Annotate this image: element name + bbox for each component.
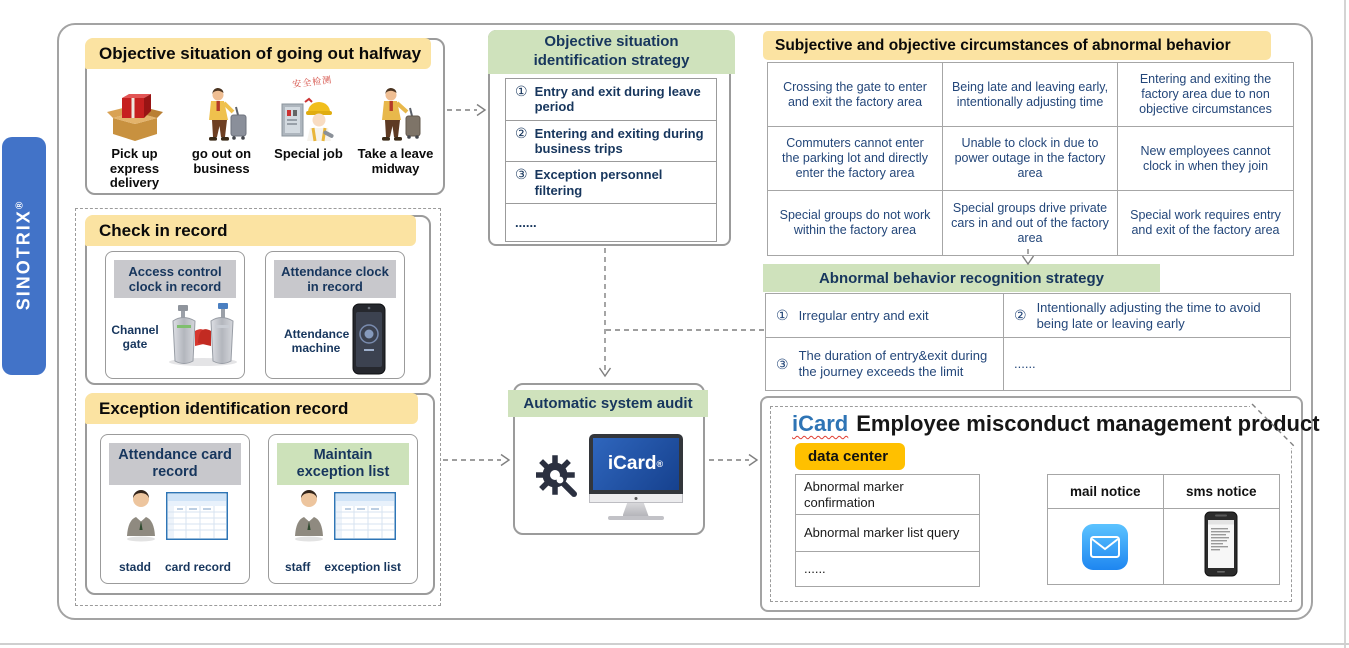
strategy-item-ellipsis — [506, 203, 716, 241]
circumstance-cell: Special work requires entry and exit of the factory area — [1130, 208, 1281, 237]
imac-monitor-icon — [589, 434, 683, 520]
circumstance-cell: Special groups do not work within the factory area — [768, 191, 943, 255]
recognition-item — [766, 338, 1004, 390]
notice-table — [1047, 474, 1280, 585]
staff-label: stadd — [118, 560, 151, 574]
item-number: ① — [776, 307, 789, 324]
item-text: The duration of entry&exit during the journey exceeds the limit — [798, 348, 988, 379]
going-out-title: Objective situation of going out halfway — [85, 38, 431, 69]
recognition-item-ellipsis — [1004, 338, 1290, 390]
going-out-item-special-job — [265, 74, 352, 191]
sinotrix-brand-tab — [2, 137, 46, 375]
brand-name-text: SINOTRIX — [13, 209, 34, 311]
page-edge-right — [1344, 0, 1346, 648]
going-out-box — [85, 38, 445, 195]
access-control-card-title: Access control clock in record — [114, 260, 236, 298]
objective-strategy-box — [488, 30, 731, 246]
item-text: Irregular entry and exit — [798, 307, 929, 323]
record-label: card record — [164, 560, 232, 574]
automatic-audit-box — [513, 383, 705, 535]
access-control-card — [105, 251, 245, 379]
spreadsheet-icon — [334, 492, 396, 545]
going-out-item-label: go out on business — [191, 146, 252, 176]
safety-worker-icon — [279, 74, 339, 144]
item-number: ② — [1014, 307, 1027, 324]
maintain-exception-list-title: Maintain exception list — [277, 443, 409, 485]
recognition-item — [1004, 294, 1290, 338]
circumstance-cell: New employees cannot clock in when they join — [1118, 127, 1293, 191]
recognition-strategy-table — [765, 293, 1291, 391]
icard-product-box — [760, 396, 1320, 612]
icard-brand: iCard — [792, 411, 849, 436]
spreadsheet-icon — [166, 492, 228, 545]
circumstance-cell: Special groups drive private cars in and out of the factory area — [943, 191, 1118, 255]
circumstance-cell: Commuters cannot enter the parking lot and directly enter the factory area — [768, 127, 943, 191]
item-number: ① — [515, 83, 528, 99]
going-out-item-label: Take a leave midway — [357, 146, 434, 176]
circumstance-cell: Being late and leaving early, intentionally adjusting time — [943, 63, 1118, 127]
attendance-card-record-card — [100, 434, 250, 584]
registered-mark: ® — [656, 459, 664, 469]
recognition-strategy-title: Abnormal behavior recognition strategy — [763, 264, 1160, 292]
mail-icon — [1082, 524, 1128, 570]
attendance-clock-card — [265, 251, 405, 379]
strategy-item — [506, 161, 716, 203]
staff-person-icon — [123, 490, 159, 547]
maintain-exception-list-card — [268, 434, 418, 584]
sms-phone-icon — [1204, 511, 1238, 582]
item-number: ② — [515, 124, 528, 141]
function-item: Abnormal marker list query — [796, 515, 979, 552]
attendance-card-record-title: Attendance card record — [109, 443, 241, 485]
product-title — [792, 411, 1320, 437]
product-title-text: Employee misconduct management product — [856, 411, 1320, 436]
automatic-audit-title: Automatic system audit — [508, 390, 708, 417]
strategy-item — [506, 79, 716, 120]
objective-strategy-title: Objective situation identification strategy — [488, 30, 735, 74]
going-out-item-express — [91, 78, 178, 191]
check-in-record-box — [85, 215, 431, 385]
channel-gate-caption: Channel gate — [111, 322, 159, 351]
item-text: ...... — [1014, 356, 1036, 372]
item-number: ③ — [515, 166, 528, 183]
sms-notice-cell — [1164, 509, 1280, 584]
item-text: ...... — [515, 214, 537, 230]
exception-record-box — [85, 393, 435, 595]
going-out-item-label: Special job — [274, 146, 343, 161]
brand-name — [14, 202, 35, 310]
going-out-item-label: Pick up express delivery — [109, 146, 160, 191]
item-text: Entering and exiting during business trips — [534, 125, 704, 156]
page-edge-bottom — [0, 643, 1349, 645]
exception-record-title: Exception identification record — [85, 393, 418, 424]
product-functions-list — [795, 474, 980, 587]
circumstances-table — [767, 62, 1294, 256]
icard-screen-label — [593, 438, 679, 490]
mail-notice-cell — [1048, 509, 1164, 584]
sms-notice-header: sms notice — [1164, 475, 1280, 509]
item-text: Intentionally adjusting the time to avoid being late or leaving early — [1036, 299, 1261, 331]
circumstances-title: Subjective and objective circumstances of abnormal behavior — [763, 31, 1271, 60]
list-label: exception list — [324, 560, 402, 574]
package-icon — [106, 78, 164, 144]
item-text: Exception personnel filtering — [534, 167, 663, 198]
attendance-machine-caption: Attendance machine — [284, 326, 350, 355]
staff-label: staff — [284, 560, 311, 574]
circumstance-cell: Crossing the gate to enter and exit the factory area — [768, 63, 943, 127]
function-item: Abnormal marker confirmation — [796, 475, 979, 515]
attendance-machine-image — [352, 303, 386, 380]
gear-wrench-icon — [536, 453, 580, 502]
icard-text: iCard — [607, 453, 657, 474]
going-out-item-leave — [352, 78, 439, 191]
safety-check-caption: 安全检测 — [291, 74, 333, 90]
traveler-suitcase-icon — [194, 78, 250, 144]
objective-strategy-list — [505, 78, 717, 242]
mail-notice-header: mail notice — [1048, 475, 1164, 509]
item-number: ③ — [776, 355, 789, 372]
strategy-item — [506, 120, 716, 162]
turnstile-gate-image — [165, 303, 241, 372]
staff-person-icon — [291, 490, 327, 547]
function-item-ellipsis: ...... — [804, 561, 826, 577]
data-center-label: data center — [795, 443, 905, 470]
check-in-record-title: Check in record — [85, 215, 416, 246]
going-out-items — [91, 74, 439, 191]
registered-mark: ® — [14, 201, 26, 210]
circumstance-cell: Entering and exiting the factory area due to non objective circumstances — [1118, 63, 1293, 127]
traveler-suitcase-icon — [368, 78, 424, 144]
attendance-clock-card-title: Attendance clock in record — [274, 260, 396, 298]
going-out-item-business — [178, 78, 265, 191]
circumstance-cell: Unable to clock in due to power outage in the factory area — [943, 127, 1118, 191]
item-text: Entry and exit during leave period — [534, 84, 701, 115]
recognition-item — [766, 294, 1004, 338]
